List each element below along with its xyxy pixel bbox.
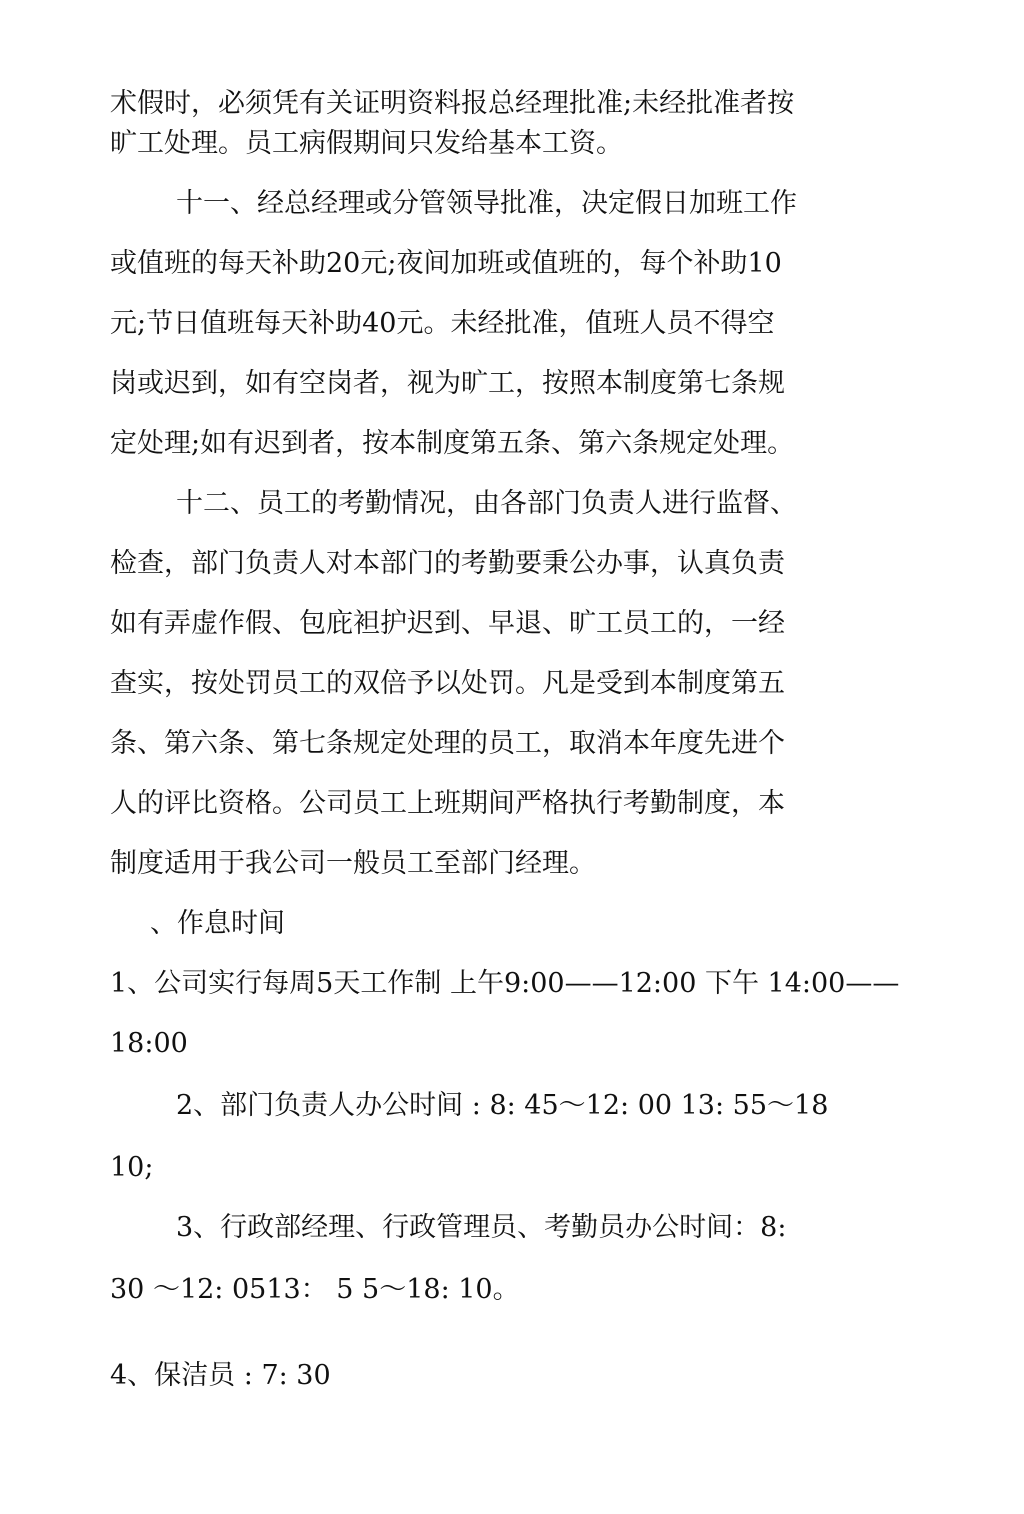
text-line: 定处理;如有迟到者，按本制度第五条、第六条规定处理。 [110, 428, 795, 459]
text-line: 旷工处理。员工病假期间只发给基本工资。 [110, 128, 623, 159]
text-line: 元;节日值班每天补助40元。未经批准，值班人员不得空 [110, 308, 775, 339]
text-line: 制度适用于我公司一般员工至部门经理。 [110, 848, 596, 879]
text-line: 查实，按处罚员工的双倍予以处罚。凡是受到本制度第五 [110, 668, 785, 699]
text-line: 人的评比资格。公司员工上班期间严格执行考勤制度，本 [110, 788, 785, 819]
schedule-item-4: 4、保洁员 : 7: 30 [110, 1360, 331, 1391]
schedule-item-3: 3、行政部经理、行政管理员、考勤员办公时间：8: [176, 1212, 787, 1243]
text-line: 条、第六条、第七条规定处理的员工，取消本年度先进个 [110, 728, 785, 759]
text-line: 如有弄虚作假、包庇袒护迟到、早退、旷工员工的，一经 [110, 608, 785, 639]
text-line: 或值班的每天补助20元;夜间加班或值班的，每个补助10 [110, 248, 782, 279]
paragraph-twelve-heading: 十二、员工的考勤情况，由各部门负责人进行监督、 [176, 488, 797, 519]
text-line: 岗或迟到，如有空岗者，视为旷工，按照本制度第七条规 [110, 368, 785, 399]
text-line: 18:00 [110, 1028, 188, 1059]
text-line: 30 ～12: 0513： 5 5～18: 10。 [110, 1274, 520, 1305]
schedule-item-2: 2、部门负责人办公时间 : 8: 45～12: 00 13: 55～18 [176, 1090, 829, 1121]
paragraph-eleven-heading: 十一、经总经理或分管领导批准，决定假日加班工作 [176, 188, 797, 219]
text-line: 10; [110, 1152, 154, 1183]
text-line: 术假时，必须凭有关证明资料报总经理批准;未经批准者按 [110, 88, 795, 119]
schedule-item-1: 1、公司实行每周5天工作制 上午9:00——12:00 下午 14:00—— [110, 968, 900, 999]
section-heading-schedule: 、作息时间 [150, 908, 285, 939]
text-line: 检查，部门负责人对本部门的考勤要秉公办事，认真负责 [110, 548, 785, 579]
